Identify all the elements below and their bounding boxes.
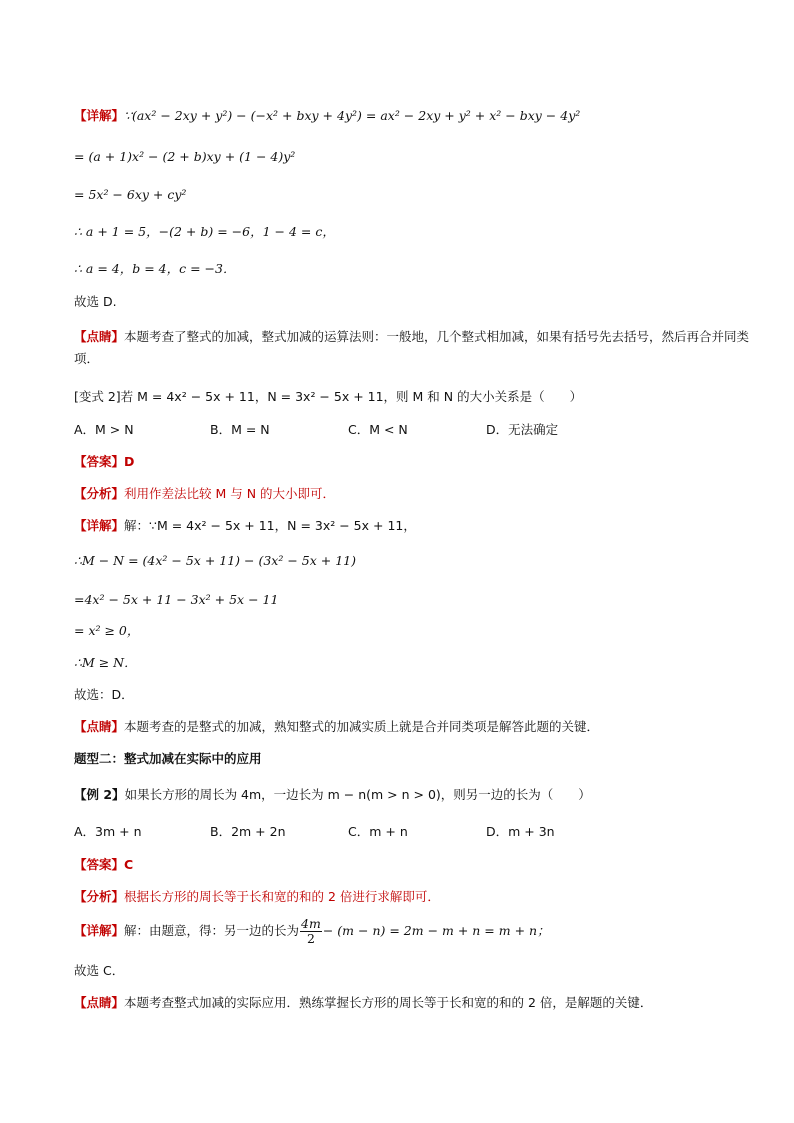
comment-1: 【点睛】本题考查了整式的加减，整式加减的运算法则：一般地，几个整式相加减，如果有括号先去括号，然后再合并同类项． — [74, 329, 750, 366]
detail-expression-1: ∵(ax² − 2xy + y²) − (−x² + bxy + 4y²) = ax² − 2xy + y² + x² − bxy − 4y² — [124, 108, 581, 123]
example2-choose: 故选 C． — [74, 963, 125, 978]
variant2-analysis: 【分析】利用作差法比较 M 与 N 的大小即可． — [74, 486, 336, 501]
option-a: A．3m + n — [74, 824, 142, 839]
option-a: A．M > N — [74, 422, 134, 437]
variant2-comment: 【点睛】本题考查的是整式的加减，熟知整式的加减实质上就是合并同类项是解答此题的关键． — [74, 719, 600, 734]
detail-line-2: = (a + 1)x² − (2 + b)xy + (1 − 4)y² — [74, 149, 296, 164]
variant2-options — [74, 421, 754, 439]
comment-text-1: 本题考查了整式的加减，整式加减的运算法则：一般地，几个整式相加减，如果有括号先去括号，然后再合并同类项． — [74, 329, 750, 366]
variant2-detail-3: =4x² − 5x + 11 − 3x² + 5x − 11 — [74, 592, 279, 607]
detail-line-1 — [74, 107, 754, 125]
example2-answer: 【答案】C — [74, 857, 134, 872]
option-b: B．M = N — [210, 422, 270, 437]
option-c: C．M < N — [348, 422, 408, 437]
choose-line-1: 故选 D. — [74, 294, 117, 309]
variant2-detail-2: ∴M − N = (4x² − 5x + 11) − (3x² − 5x + 11) — [74, 553, 356, 568]
detail-line-4: ∴ a + 1 = 5，−(2 + b) = −6，1 − 4 = c， — [74, 224, 335, 239]
example2-options — [74, 823, 754, 841]
fraction: $\frac{4m}{2}$ — [301, 916, 321, 946]
example2-comment: 【点睛】本题考查整式加减的实际应用．熟练掌握长方形的周长等于长和宽的和的 2 倍，是解题的关键． — [74, 995, 653, 1010]
option-c: C．m + n — [348, 824, 408, 839]
example2-analysis: 【分析】根据长方形的周长等于长和宽的和的 2 倍进行求解即可． — [74, 889, 440, 904]
option-b: B．2m + 2n — [210, 824, 286, 839]
variant2-detail-4: = x² ≥ 0， — [74, 623, 140, 638]
variant2-answer: 【答案】D — [74, 454, 135, 469]
option-d: D．无法确定 — [486, 422, 559, 437]
variant2-choose: 故选：D． — [74, 687, 134, 702]
variant2-detail-1: 【详解】解：∵M = 4x² − 5x + 11，N = 3x² − 5x + 11， — [74, 518, 416, 533]
detail-tag: 【详解】 — [74, 108, 125, 123]
detail-line-5: ∴ a = 4，b = 4，c = −3． — [74, 261, 236, 276]
variant2-question: [变式 2]若 M = 4x² − 5x + 11，N = 3x² − 5x + 11，则 M 和 N 的大小关系是（ ） — [74, 389, 583, 404]
example2-detail: 【详解】解：由题意，得：另一边的长为 $\frac{4m}{2}$ − (m − n) = 2m − m + n = m + n； — [74, 916, 550, 946]
detail-line-3: = 5x² − 6xy + cy² — [74, 187, 187, 202]
option-d: D．m + 3n — [486, 824, 555, 839]
variant2-detail-5: ∴M ≥ N． — [74, 655, 137, 670]
example2-question: 【例 2】如果长方形的周长为 4m，一边长为 m − n(m > n > 0)，则另一边的长为（ ） — [74, 787, 591, 802]
section-title: 题型二：整式加减在实际中的应用 — [74, 751, 262, 766]
